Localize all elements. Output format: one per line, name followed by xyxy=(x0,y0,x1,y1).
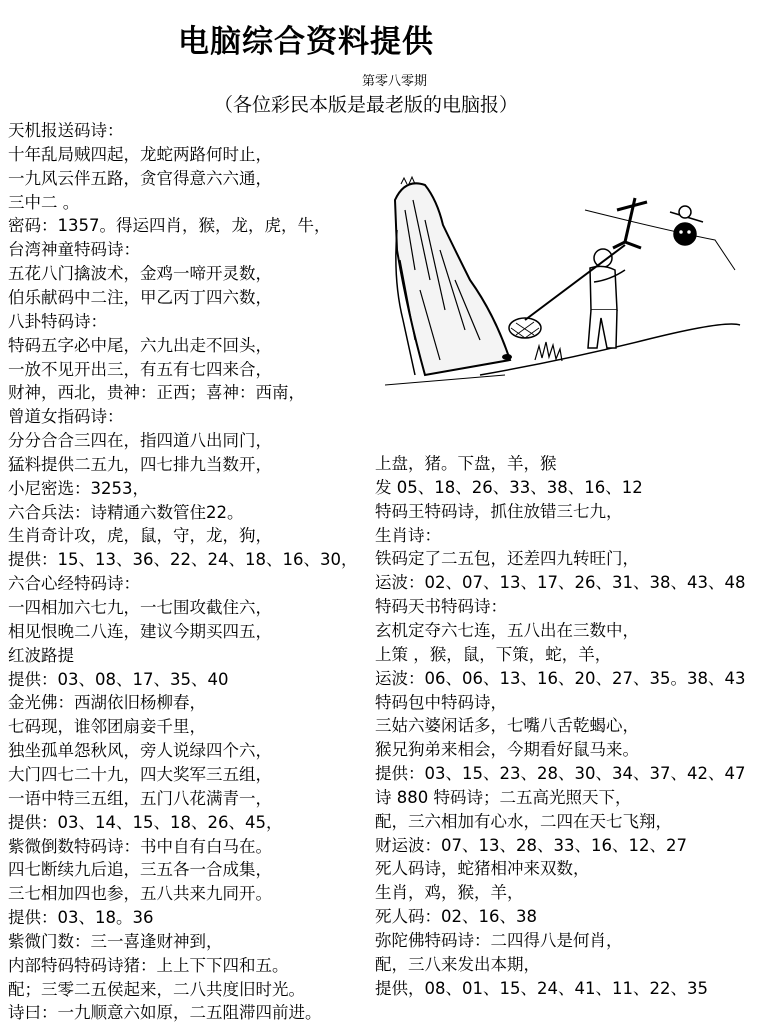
signpost xyxy=(613,198,647,248)
right-column-line: 诗 880 特码诗；二五高光照天下， xyxy=(375,787,632,807)
left-column-line: 台湾神童特码诗： xyxy=(8,240,140,260)
left-column-line: 配；三零二五侯起来，二八共度旧时光。 xyxy=(8,979,305,999)
left-column-line: 提供：15、13、36、22、24、18、16、30， xyxy=(8,550,358,570)
left-column-line: 一语中特三五组，五门八花满青一， xyxy=(8,788,272,808)
left-column-line: 伯乐献码中二注，甲乙丙丁四六数， xyxy=(8,287,272,307)
left-column-line: 天机报送码诗： xyxy=(8,121,124,140)
left-column-line: 小尼密选：3253， xyxy=(8,478,149,498)
fishing-net xyxy=(509,318,541,338)
right-column-line: 死人码诗，蛇猪相冲来双数， xyxy=(375,859,590,879)
left-column-line: 独坐孤单怨秋风，旁人说绿四个六， xyxy=(8,741,272,761)
right-column-line: 特码包中特码诗， xyxy=(375,692,507,712)
left-column-line: 相见恨晚二八连，建议今期买四五， xyxy=(8,621,272,641)
left-column-line: 一九风云伴五路，贪官得意六六通， xyxy=(8,168,272,188)
illustration-fisherman xyxy=(385,170,745,400)
right-column-line: 提供：03、15、23、28、30、34、37、42、47 xyxy=(375,764,746,784)
left-column-line: 提供：03、08、17、35、40 xyxy=(8,669,229,689)
right-column-line: 铁码定了二五包，还差四九转旺门， xyxy=(375,549,639,569)
fisherman xyxy=(588,249,625,348)
right-column-line: 生肖，鸡，猴，羊， xyxy=(375,883,524,903)
left-column-line: 诗曰：一九顺意六如原，二五阻滞四前进。 xyxy=(8,1003,322,1023)
right-column-line: 配，三六相加有心水，二四在天七飞翔， xyxy=(375,811,672,831)
left-column-line: 紫微门数：三一喜逢财神到， xyxy=(8,931,223,951)
left-column-line: 密码：1357。得运四肖，猴，龙，虎，牛， xyxy=(8,216,331,236)
right-column-line: 猴兄狗弟来相会，今期看好鼠马来。 xyxy=(375,740,639,760)
bush xyxy=(535,342,562,361)
left-column-line: 提供：03、14、15、18、26、45， xyxy=(8,812,283,832)
cliff xyxy=(395,183,510,375)
issue-number: 第零八零期 xyxy=(362,74,428,89)
right-column-line: 特码王特码诗，抓住放错三七九， xyxy=(375,501,623,521)
left-column-line: 特码五字必中尾，六九出走不回头， xyxy=(8,335,272,355)
left-column-line: 猛料提供二五九，四七排九当数开， xyxy=(8,454,272,474)
left-column-line: 提供：03、18。36 xyxy=(8,908,154,928)
right-column-line: 死人码：02、16、38 xyxy=(375,907,537,927)
right-column-line: 玄机定夺六七连，五八出在三数中， xyxy=(375,620,639,640)
left-column-line: 财神，西北，贵神：正西；喜神：西南， xyxy=(8,383,305,403)
left-column-line: 大门四七二十九，四大奖军三五组， xyxy=(8,764,272,784)
left-column-line: 八卦特码诗： xyxy=(8,311,107,331)
left-column-line: 一放不见开出三，有五有七四来合， xyxy=(8,359,272,379)
left-column-line: 生肖奇计攻，虎，鼠，守，龙，狗， xyxy=(8,526,272,546)
page-title: 电脑综合资料提供 xyxy=(178,24,434,60)
right-column-line: 上盘，猪。下盘，羊，猴 xyxy=(375,454,557,473)
right-column-line: 弥陀佛特码诗：二四得八是何肖， xyxy=(375,931,623,950)
left-column-line: 六合兵法：诗精通六数管住22。 xyxy=(8,502,244,522)
right-column-line: 上策 ，猴，鼠，下策，蛇，羊， xyxy=(375,644,612,664)
left-column-line: 五花八门擒波术，金鸡一啼开灵数， xyxy=(8,264,272,284)
left-column-line: 内部特码特码诗猪：上上下下四和五。 xyxy=(8,955,289,975)
right-column-line: 财运波：07、13、28、33、16、12、27 xyxy=(375,835,687,855)
right-column-line: 发 05、18、26、33、38、16、12 xyxy=(375,477,643,497)
left-column-line: 四七断续九后追，三五各一合成集， xyxy=(8,860,272,880)
right-column-line: 运波：06、06、13、16、20、27、35。38、43 xyxy=(375,668,746,688)
left-column-line: 一四相加六七九，一七围攻截住六， xyxy=(8,598,272,617)
right-column-line: 生肖诗： xyxy=(375,525,441,545)
right-column-line: 提供，08、01、15、24、41、11、22、35 xyxy=(375,978,708,998)
left-column-line: 分分合合三四在，指四道八出同门， xyxy=(8,431,272,451)
right-column-line: 三姑六婆闲话多，七嘴八舌乾蝎心， xyxy=(375,716,639,736)
left-column-line: 七码现，谁邻团扇妾千里， xyxy=(8,717,206,737)
left-column-line: 六合心经特码诗： xyxy=(8,574,140,594)
left-column-line: 十年乱局贼四起，龙蛇两路何时止， xyxy=(8,144,272,164)
left-column-line: 红波路提 xyxy=(8,645,74,665)
right-column-line: 特码天书特码诗： xyxy=(375,597,507,617)
left-column-line: 曾道女指码诗： xyxy=(8,407,124,427)
right-column-line: 配，三八来发出本期， xyxy=(375,954,540,974)
right-column-line: 运波：02、07、13、17、26、31、38、43、48 xyxy=(375,573,746,593)
left-column-line: 三七相加四也参，五八共来九同开。 xyxy=(8,884,272,904)
left-column-line: 三中二 。 xyxy=(8,192,80,212)
left-column-line: 紫微倒数特码诗：书中自有白马在。 xyxy=(8,836,272,856)
left-column-line: 金光佛：西湖依旧杨柳春， xyxy=(8,693,206,713)
subtitle: （各位彩民本版是最老版的电脑报） xyxy=(214,94,519,116)
skull-icon xyxy=(670,206,703,245)
